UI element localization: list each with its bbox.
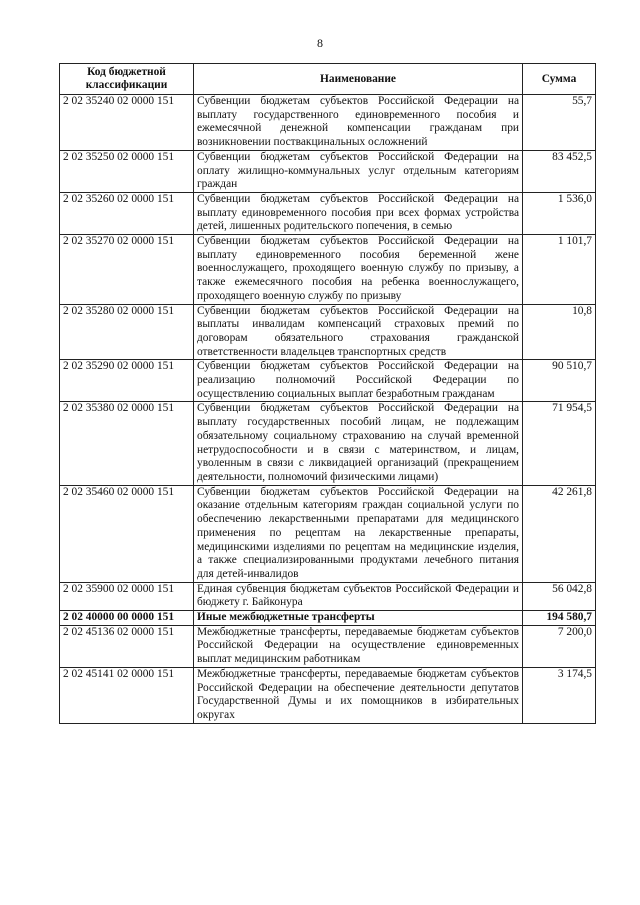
- cell-name: Субвенции бюджетам субъектов Российской Федерации на реализацию полномочий Российской Федерации по осуществлению социальных выплат безработным гражданам: [194, 360, 523, 402]
- cell-code: 2 02 35290 02 0000 151: [60, 360, 194, 402]
- table-row: [60, 150, 596, 192]
- cell-sum: 71 954,5: [523, 402, 596, 485]
- cell-sum: 55,7: [523, 95, 596, 151]
- cell-code: 2 02 35250 02 0000 151: [60, 150, 194, 192]
- cell-name: Субвенции бюджетам субъектов Российской Федерации на выплату государственного единовременного пособия и ежемесячной денежной компенсации гражданам при возникновении поствакцинальных осложнений: [194, 95, 523, 151]
- header-name: Наименование: [194, 64, 523, 95]
- cell-code: 2 02 45141 02 0000 151: [60, 667, 194, 723]
- cell-code: 2 02 35380 02 0000 151: [60, 402, 194, 485]
- cell-name: Иные межбюджетные трансферты: [194, 611, 523, 626]
- header-code: Код бюджетной классификации: [60, 64, 194, 95]
- cell-code: 2 02 40000 00 0000 151: [60, 611, 194, 626]
- cell-sum: 1 101,7: [523, 235, 596, 305]
- cell-code: 2 02 35270 02 0000 151: [60, 235, 194, 305]
- cell-sum: 90 510,7: [523, 360, 596, 402]
- table-row: [60, 582, 596, 610]
- cell-sum: 42 261,8: [523, 485, 596, 582]
- cell-sum: 194 580,7: [523, 611, 596, 626]
- cell-code: 2 02 35280 02 0000 151: [60, 304, 194, 360]
- cell-code: 2 02 35460 02 0000 151: [60, 485, 194, 582]
- cell-name: Межбюджетные трансферты, передаваемые бюджетам субъектов Российской Федерации на осуществление единовременных выплат медицинским работникам: [194, 625, 523, 667]
- table-row: [60, 625, 596, 667]
- table-row: [60, 304, 596, 360]
- cell-name: Межбюджетные трансферты, передаваемые бюджетам субъектов Российской Федерации на обеспечение деятельности депутатов Государственной Думы и их помощников в избирательных округах: [194, 667, 523, 723]
- cell-name: Субвенции бюджетам субъектов Российской Федерации на выплату государственных пособий лицам, не подлежащим обязательному социальному страхованию на случай временной нетрудоспособности и в связи с материнством, и лицам, уволенным в связи с ликвидацией организаций (прекращением деятельности, полномочий физическими лицами): [194, 402, 523, 485]
- table-row: [60, 667, 596, 723]
- cell-name: Субвенции бюджетам субъектов Российской Федерации на выплату единовременного пособия при всех формах устройства детей, лишенных родительского попечения, в семью: [194, 192, 523, 234]
- cell-sum: 56 042,8: [523, 582, 596, 610]
- cell-name: Субвенции бюджетам субъектов Российской Федерации на выплату единовременного пособия беременной жене военнослужащего, проходящего военную службу по призыву, а также ежемесячного пособия на ребенка военнослужащего, проходящего военную службу по призыву: [194, 235, 523, 305]
- cell-sum: 83 452,5: [523, 150, 596, 192]
- cell-sum: 10,8: [523, 304, 596, 360]
- cell-code: 2 02 35260 02 0000 151: [60, 192, 194, 234]
- cell-name: Субвенции бюджетам субъектов Российской Федерации на оплату жилищно-коммунальных услуг отдельным категориям граждан: [194, 150, 523, 192]
- cell-code: 2 02 35900 02 0000 151: [60, 582, 194, 610]
- table-row: [60, 611, 596, 626]
- table-row: [60, 192, 596, 234]
- cell-code: 2 02 45136 02 0000 151: [60, 625, 194, 667]
- cell-sum: 1 536,0: [523, 192, 596, 234]
- page-number: 8: [317, 36, 323, 50]
- cell-name: Единая субвенция бюджетам субъектов Российской Федерации и бюджету г. Байконура: [194, 582, 523, 610]
- table-row: [60, 402, 596, 485]
- cell-code: 2 02 35240 02 0000 151: [60, 95, 194, 151]
- table-row: [60, 95, 596, 151]
- cell-sum: 3 174,5: [523, 667, 596, 723]
- budget-table: [59, 63, 596, 724]
- cell-name: Субвенции бюджетам субъектов Российской Федерации на оказание отдельным категориям граждан социальной услуги по обеспечению лекарственными препаратами для медицинского применения по рецептам на лекарственные препараты, медицинскими изделиями по рецептам на медицинские изделия, а также специализированными продуктами лечебного питания для детей-инвалидов: [194, 485, 523, 582]
- table-header-row: [60, 64, 596, 95]
- cell-sum: 7 200,0: [523, 625, 596, 667]
- table-row: [60, 360, 596, 402]
- table-row: [60, 235, 596, 305]
- table-row: [60, 485, 596, 582]
- cell-name: Субвенции бюджетам субъектов Российской Федерации на выплаты инвалидам компенсаций страховых премий по договорам обязательного страхования гражданской ответственности владельцев транспортных средств: [194, 304, 523, 360]
- header-sum: Сумма: [523, 64, 596, 95]
